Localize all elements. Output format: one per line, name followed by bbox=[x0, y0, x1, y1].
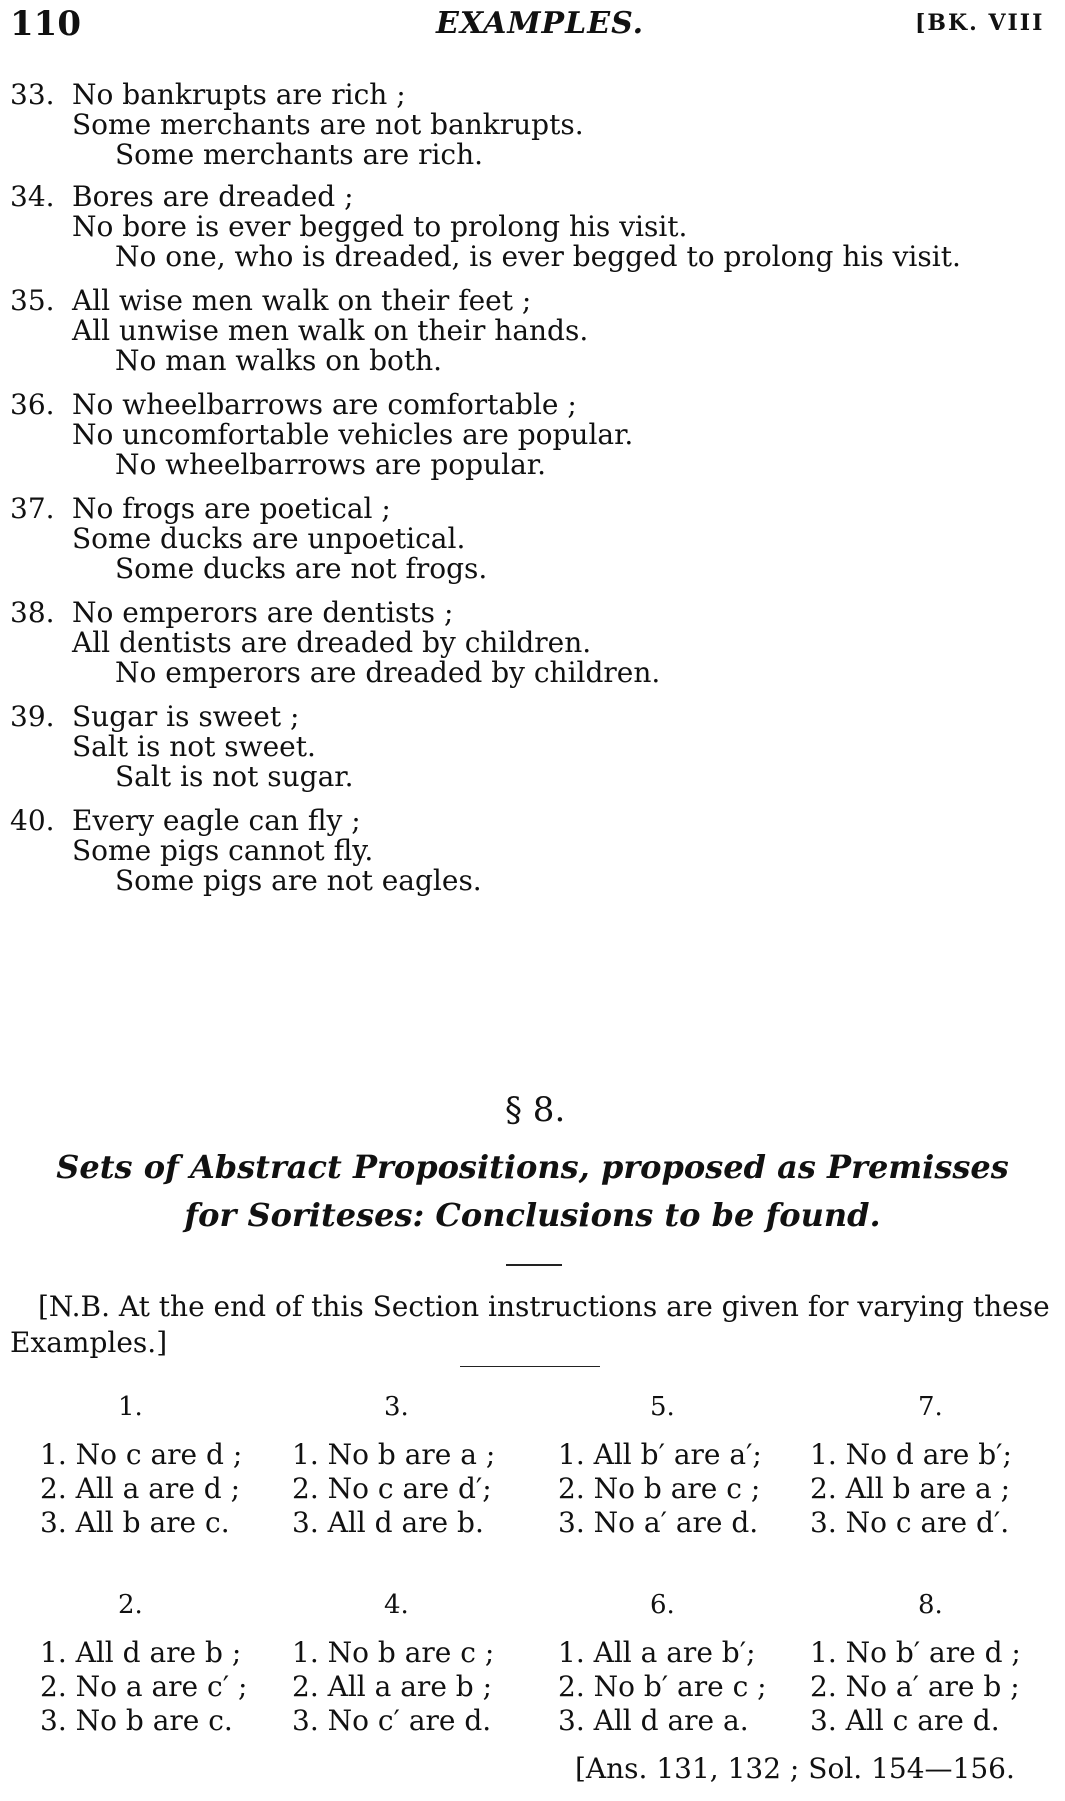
example-number: 38. bbox=[10, 596, 55, 629]
set-3-premise: 3. All d are b. bbox=[292, 1506, 484, 1539]
set-4-premise: 2. All a are b ; bbox=[292, 1670, 493, 1703]
example-number: 39. bbox=[10, 700, 55, 733]
set-6-premise: 1. All a are b′; bbox=[558, 1636, 756, 1669]
example-36 bbox=[10, 388, 1050, 488]
premise-2: Some pigs cannot fly. bbox=[72, 834, 374, 867]
section-subtitle-line-2: for Soriteses: Conclusions to be found. bbox=[184, 1196, 881, 1234]
set-5-premise: 3. No a′ are d. bbox=[558, 1506, 759, 1539]
premise-2: No uncomfortable vehicles are popular. bbox=[72, 418, 634, 451]
set-3-premise: 2. No c are d′; bbox=[292, 1472, 492, 1505]
example-number: 35. bbox=[10, 284, 55, 317]
set-7-premise: 1. No d are b′; bbox=[810, 1438, 1012, 1471]
divider-rule bbox=[506, 1264, 562, 1266]
conclusion: No one, who is dreaded, is ever begged to prolong his visit. bbox=[115, 240, 961, 273]
example-number: 33. bbox=[10, 78, 55, 111]
premise-2: All dentists are dreaded by children. bbox=[72, 626, 592, 659]
example-35 bbox=[10, 284, 1050, 384]
set-8-premise: 2. No a′ are b ; bbox=[810, 1670, 1020, 1703]
example-39 bbox=[10, 700, 1050, 800]
set-1-premise: 3. All b are c. bbox=[40, 1506, 230, 1539]
conclusion: No man walks on both. bbox=[115, 344, 443, 377]
book-reference: [BK. VIII bbox=[915, 10, 1045, 36]
premise-1: Bores are dreaded ; bbox=[72, 180, 354, 213]
conclusion: Some pigs are not eagles. bbox=[115, 864, 482, 897]
example-34 bbox=[10, 180, 1050, 280]
premise-2: All unwise men walk on their hands. bbox=[72, 314, 589, 347]
set-number: 1. bbox=[118, 1392, 143, 1422]
example-number: 37. bbox=[10, 492, 55, 525]
example-37 bbox=[10, 492, 1050, 592]
set-number: 5. bbox=[650, 1392, 675, 1422]
set-4-premise: 3. No c′ are d. bbox=[292, 1704, 492, 1737]
nb-note-line-1: [N.B. At the end of this Section instructions are given for varying these bbox=[38, 1290, 1050, 1323]
set-5-premise: 2. No b are c ; bbox=[558, 1472, 761, 1505]
set-2-premise: 3. No b are c. bbox=[40, 1704, 233, 1737]
set-number: 7. bbox=[918, 1392, 943, 1422]
set-8-premise: 3. All c are d. bbox=[810, 1704, 1000, 1737]
premise-1: No frogs are poetical ; bbox=[72, 492, 391, 525]
conclusion: Salt is not sugar. bbox=[115, 760, 354, 793]
example-number: 40. bbox=[10, 804, 55, 837]
premise-2: Some merchants are not bankrupts. bbox=[72, 108, 584, 141]
set-1-premise: 2. All a are d ; bbox=[40, 1472, 241, 1505]
conclusion: No emperors are dreaded by children. bbox=[115, 656, 661, 689]
set-3-premise: 1. No b are a ; bbox=[292, 1438, 496, 1471]
set-5-premise: 1. All b′ are a′; bbox=[558, 1438, 762, 1471]
set-2-premise: 2. No a are c′ ; bbox=[40, 1670, 248, 1703]
example-33 bbox=[10, 78, 1050, 178]
answer-reference: [Ans. 131, 132 ; Sol. 154—156. bbox=[575, 1752, 1015, 1785]
premise-1: All wise men walk on their feet ; bbox=[72, 284, 532, 317]
set-6-premise: 3. All d are a. bbox=[558, 1704, 749, 1737]
premise-1: No wheelbarrows are comfortable ; bbox=[72, 388, 577, 421]
conclusion: Some merchants are rich. bbox=[115, 138, 484, 171]
section-subtitle-line-1: Sets of Abstract Propositions, proposed as Premisses bbox=[56, 1148, 1009, 1186]
set-number: 2. bbox=[118, 1590, 143, 1620]
example-number: 34. bbox=[10, 180, 55, 213]
premise-2: No bore is ever begged to prolong his visit. bbox=[72, 210, 688, 243]
nb-note-line-2: Examples.] bbox=[10, 1326, 168, 1359]
set-2-premise: 1. All d are b ; bbox=[40, 1636, 242, 1669]
set-number: 6. bbox=[650, 1590, 675, 1620]
set-number: 3. bbox=[384, 1392, 409, 1422]
conclusion: Some ducks are not frogs. bbox=[115, 552, 488, 585]
set-6-premise: 2. No b′ are c ; bbox=[558, 1670, 767, 1703]
set-7-premise: 3. No c are d′. bbox=[810, 1506, 1010, 1539]
conclusion: No wheelbarrows are popular. bbox=[115, 448, 546, 481]
section-heading: § 8. bbox=[505, 1090, 566, 1130]
set-1-premise: 1. No c are d ; bbox=[40, 1438, 243, 1471]
running-title: EXAMPLES. bbox=[436, 6, 645, 41]
example-38 bbox=[10, 596, 1050, 696]
premise-1: Every eagle can fly ; bbox=[72, 804, 361, 837]
page-number: 110 bbox=[10, 4, 81, 44]
example-40 bbox=[10, 804, 1050, 904]
premise-1: Sugar is sweet ; bbox=[72, 700, 300, 733]
premise-1: No bankrupts are rich ; bbox=[72, 78, 406, 111]
set-7-premise: 2. All b are a ; bbox=[810, 1472, 1011, 1505]
divider-rule bbox=[460, 1366, 600, 1367]
set-4-premise: 1. No b are c ; bbox=[292, 1636, 495, 1669]
premise-1: No emperors are dentists ; bbox=[72, 596, 454, 629]
set-number: 4. bbox=[384, 1590, 409, 1620]
premise-2: Some ducks are unpoetical. bbox=[72, 522, 466, 555]
set-8-premise: 1. No b′ are d ; bbox=[810, 1636, 1021, 1669]
set-number: 8. bbox=[918, 1590, 943, 1620]
premise-2: Salt is not sweet. bbox=[72, 730, 316, 763]
example-number: 36. bbox=[10, 388, 55, 421]
